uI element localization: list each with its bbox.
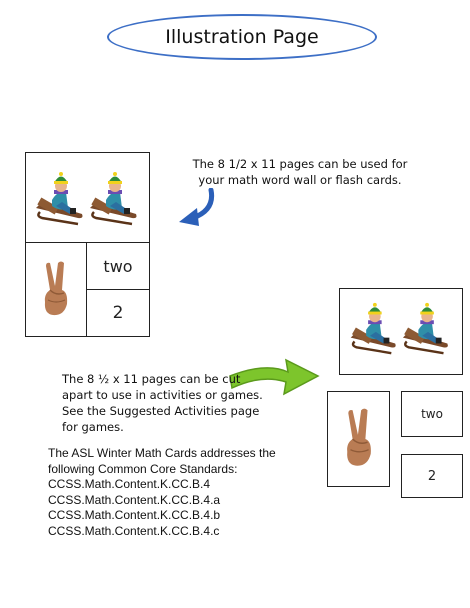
standard-item: CCSS.Math.Content.K.CC.B.4.a xyxy=(48,492,221,507)
cut-hand-card xyxy=(327,391,390,487)
word-panel xyxy=(86,242,150,291)
standard-item: CCSS.Math.Content.K.CC.B.4.c xyxy=(48,523,220,538)
standard-item: CCSS.Math.Content.K.CC.B.4.b xyxy=(48,508,221,522)
elf-sled-illustration xyxy=(32,168,142,228)
blue-arrow-icon xyxy=(175,188,217,232)
cut-card-numeral: 2 xyxy=(427,468,437,484)
elf-sled-illustration-cut xyxy=(344,299,456,357)
standards-intro: The ASL Winter Math Cards addresses the following Common Core Standards: xyxy=(48,446,276,476)
cut-card-word: two xyxy=(421,407,443,421)
cut-numeral-card xyxy=(401,454,463,498)
cut-word-card xyxy=(401,391,463,437)
page-title: Illustration Page xyxy=(165,26,319,48)
title-oval xyxy=(107,14,377,60)
card-numeral: 2 xyxy=(112,303,124,323)
cut-image-card xyxy=(339,288,463,375)
card-word: two xyxy=(103,257,133,276)
hand-sign-panel xyxy=(25,242,88,337)
standards-block xyxy=(48,446,308,539)
caption-cut-apart: The 8 ½ x 11 pages can be cut apart to use in activities or games. See the Suggested Activities page for games. xyxy=(62,372,263,434)
standard-item: CCSS.Math.Content.K.CC.B.4 xyxy=(48,477,211,491)
full-page-card xyxy=(25,152,150,337)
asl-two-hand-icon-cut xyxy=(339,407,379,471)
caption-word-wall: The 8 1/2 x 11 pages can be used for your math word wall or flash cards. xyxy=(192,157,408,187)
numeral-panel xyxy=(86,289,150,337)
card-image-panel xyxy=(25,152,150,244)
asl-two-hand-icon xyxy=(38,260,74,320)
